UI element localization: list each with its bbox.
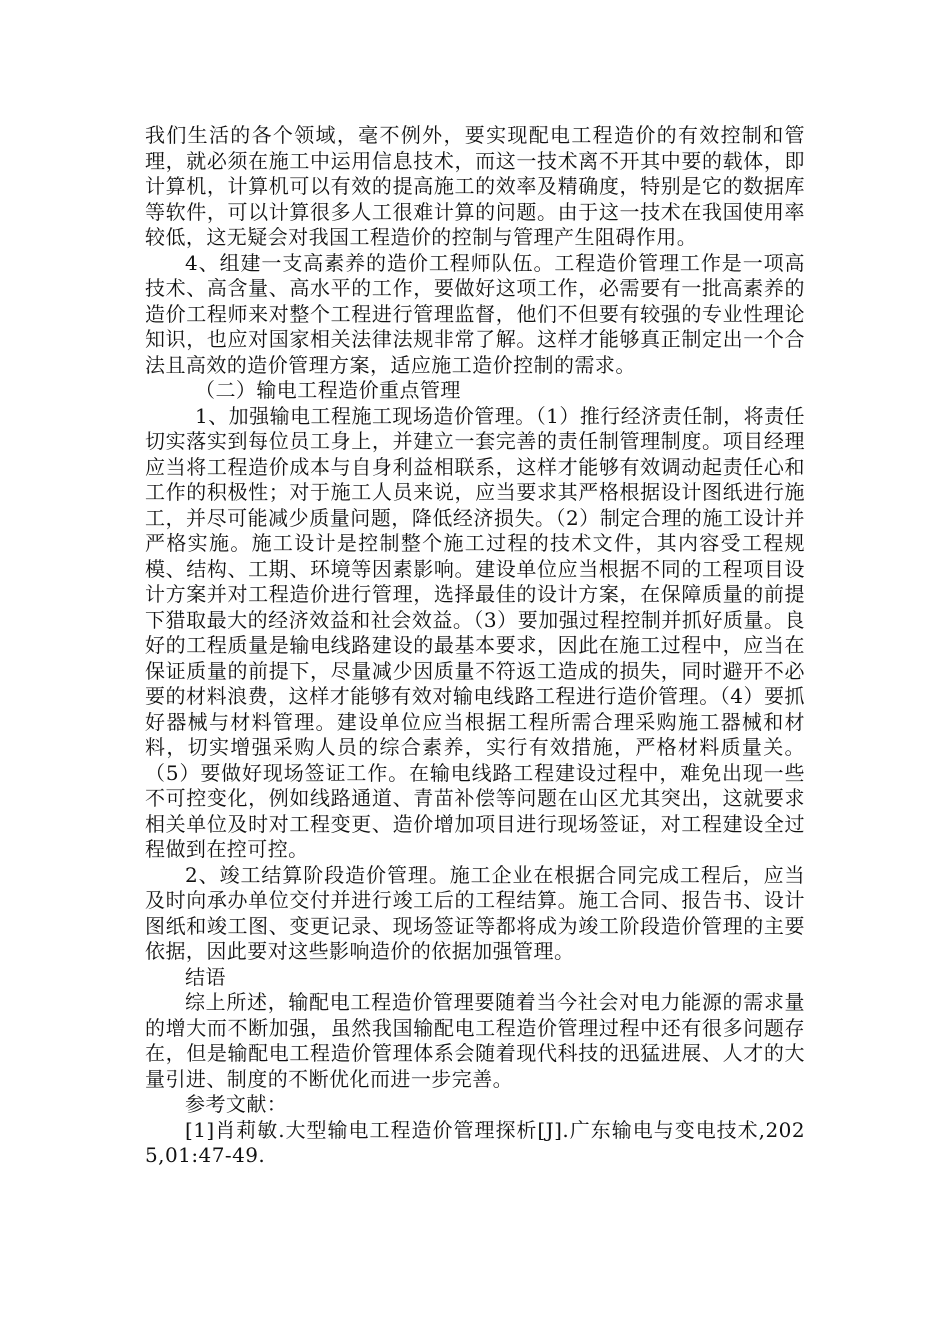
reference-item: [1]肖莉敏.大型输电工程造价管理探析[J].广东输电与变电技术,2025,01:47-49. — [145, 1117, 805, 1167]
paragraph-site-cost-management: 1、加强输电工程施工现场造价管理。（1）推行经济责任制，将责任切实落实到每位员工身上，并建立一套完善的责任制管理制度。项目经理应当将工程造价成本与自身利益相联系，这样才能够有效调动起责任心和工作的积极性；对于施工人员来说，应当要求其严格根据设计图纸进行施工，并尽可能减少质量问题，降低经济损失。（2）制定合理的施工设计并严格实施。施工设计是控制整个施工过程的技术文件，其内容受工程规模、结构、工期、环境等因素影响。建设单位应当根据不同的工程项目设计方案并对工程造价进行管理，选择最佳的设计方案，在保障质量的前提下猎取最大的经济效益和社会效益。（3）要加强过程控制并抓好质量。良好的工程质量是输电线路建设的最基本要求，因此在施工过程中，应当在保证质量的前提下，尽量减少因质量不符返工造成的损失，同时避开不必要的材料浪费，这样才能够有效对输电线路工程进行造价管理。（4）要抓好器械与材料管理。建设单位应当根据工程所需合理采购施工器械和材料，切实增强采购人员的综合素养，实行有效措施，严格材料质量关。（5）要做好现场签证工作。在输电线路工程建设过程中，难免出现一些不可控变化，例如线路通道、青苗补偿等问题在山区尤其突出，这就要求相关单位及时对工程变更、造价增加项目进行现场签证，对工程建设全过程做到在控可控。 — [145, 403, 805, 861]
section-heading-transmission-cost: （二）输电工程造价重点管理 — [195, 378, 461, 402]
paragraph-information-technology: 我们生活的各个领域，毫不例外，要实现配电工程造价的有效控制和管理，就必须在施工中运用信息技术，而这一技术离不开其中要的载体，即计算机，计算机可以有效的提高施工的效率及精确度，特别是它的数据库等软件，可以计算很多人工很难计算的问题。由于这一技术在我国使用率较低，这无疑会对我国工程造价的控制与管理产生阻碍作用。 — [145, 123, 805, 249]
paragraph-conclusion: 综上所述，输配电工程造价管理要随着当今社会对电力能源的需求量的增大而不断加强，虽然我国输配电工程造价管理过程中还有很多问题存在，但是输配电工程造价管理体系会随着现代科技的迅猛进展、人才的大量引进、制度的不断优化而进一步完善。 — [145, 990, 805, 1091]
references-heading: 参考文献： — [185, 1092, 288, 1116]
document-body — [145, 123, 805, 1169]
paragraph-cost-engineer-team: 4、组建一支高素养的造价工程师队伍。工程造价管理工作是一项高技术、高含量、高水平的工作，要做好这项工作，必需要有一批高素养的造价工程师来对整个工程进行管理监督，他们不但要有较强的专业性理论知识，也应对国家相关法律法规非常了解。这样才能够真正制定出一个合法且高效的造价管理方案，适应施工造价控制的需求。 — [145, 250, 805, 377]
conclusion-heading: 结语 — [185, 964, 226, 989]
paragraph-completion-settlement: 2、竣工结算阶段造价管理。施工企业在根据合同完成工程后，应当及时向承办单位交付并进行竣工后的工程结算。施工合同、报告书、设计图纸和竣工图、变更记录、现场签证等都将成为竣工阶段造价管理的主要依据，因此要对这些影响造价的依据加强管理。 — [145, 862, 805, 963]
